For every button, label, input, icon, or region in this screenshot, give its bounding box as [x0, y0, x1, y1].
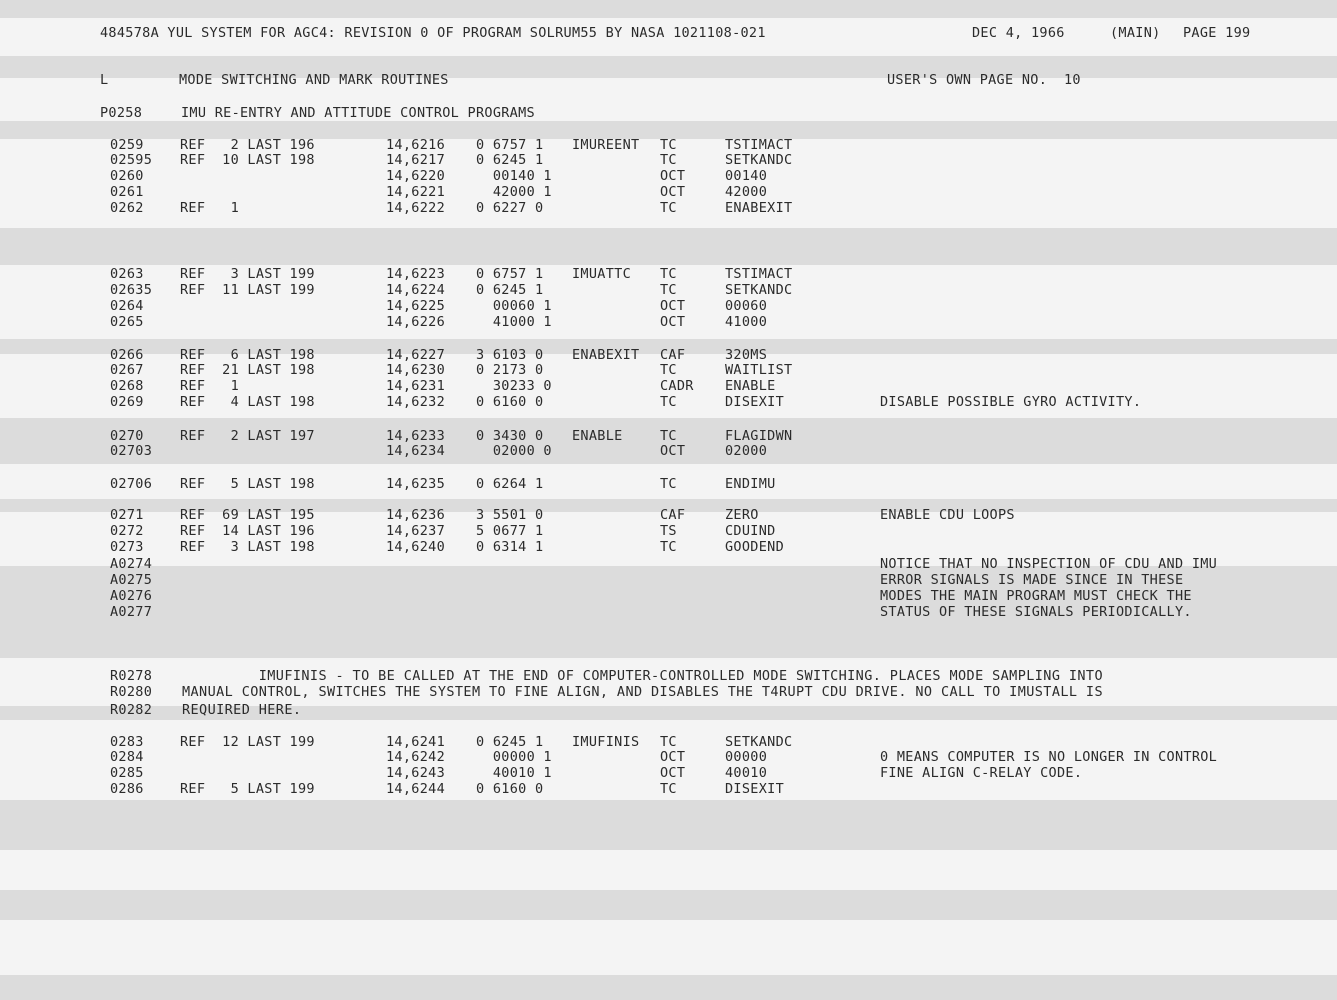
listing-label: IMUATTC: [572, 266, 631, 282]
listing-word: 02000 0: [476, 443, 552, 459]
listing-word: 41000 1: [476, 314, 552, 330]
listing-operand: 00000: [725, 749, 768, 765]
listing-op: TC: [660, 476, 677, 492]
listing-operand: SETKANDC: [725, 734, 793, 750]
listing-addr: 14,6230: [386, 362, 445, 378]
listing-label: ENABLE: [572, 428, 623, 444]
listing-seq: 0270: [110, 428, 144, 444]
listing-operand: 40010: [725, 765, 768, 781]
listing-operand: ENABEXIT: [725, 200, 793, 216]
listing-ref: REF 5 LAST 198: [180, 476, 315, 492]
listing-operand: SETKANDC: [725, 282, 793, 298]
listing-prose: IMUFINIS - TO BE CALLED AT THE END OF COMPUTER-CONTROLLED MODE SWITCHING. PLACES MODE SAMPLING INTO: [182, 668, 1103, 684]
listing-operand: TSTIMACT: [725, 137, 793, 153]
users-page-number: USER'S OWN PAGE NO. 10: [887, 72, 1081, 88]
listing-op: OCT: [660, 314, 686, 330]
listing-comment: STATUS OF THESE SIGNALS PERIODICALLY.: [880, 604, 1192, 620]
listing-op: OCT: [660, 765, 686, 781]
listing-operand: 02000: [725, 443, 768, 459]
listing-seq: 0266: [110, 347, 144, 363]
listing-addr: 14,6234: [386, 443, 445, 459]
listing-seq: 0273: [110, 539, 144, 555]
listing-seq: 0259: [110, 137, 144, 153]
listing-ref: REF 69 LAST 195: [180, 507, 315, 523]
listing-addr: 14,6233: [386, 428, 445, 444]
listing-seq: 0283: [110, 734, 144, 750]
listing-op: TS: [660, 523, 677, 539]
listing-ref: REF 10 LAST 198: [180, 152, 315, 168]
listing-addr: 14,6220: [386, 168, 445, 184]
listing-word: 0 6264 1: [476, 476, 544, 492]
listing-seq: A0277: [110, 604, 153, 620]
listing-ref: REF 12 LAST 199: [180, 734, 315, 750]
listing-op: TC: [660, 734, 677, 750]
listing-word: 00140 1: [476, 168, 552, 184]
listing-operand: DISEXIT: [725, 781, 784, 797]
listing-seq: A0274: [110, 556, 153, 572]
listing-ref: REF 3 LAST 199: [180, 266, 315, 282]
listing-ref: REF 5 LAST 199: [180, 781, 315, 797]
listing-word: 5 0677 1: [476, 523, 544, 539]
listing-comment: 0 MEANS COMPUTER IS NO LONGER IN CONTROL: [880, 749, 1218, 765]
listing-op: TC: [660, 428, 677, 444]
listing-operand: ENDIMU: [725, 476, 776, 492]
listing-addr: 14,6240: [386, 539, 445, 555]
listing-op: TC: [660, 137, 677, 153]
listing-word: 0 6245 1: [476, 734, 544, 750]
listing-addr: 14,6217: [386, 152, 445, 168]
listing-op: CAF: [660, 347, 686, 363]
listing-comment: ERROR SIGNALS IS MADE SINCE IN THESE: [880, 572, 1184, 588]
listing-word: 0 6314 1: [476, 539, 544, 555]
listing-word: 3 6103 0: [476, 347, 544, 363]
listing-seq: 0261: [110, 184, 144, 200]
listing-seq: 0265: [110, 314, 144, 330]
listing-word: 0 6757 1: [476, 266, 544, 282]
listing-addr: 14,6224: [386, 282, 445, 298]
listing-op: TC: [660, 539, 677, 555]
listing-op: TC: [660, 781, 677, 797]
listing-ref: REF 3 LAST 198: [180, 539, 315, 555]
listing-word: 00060 1: [476, 298, 552, 314]
listing-op: TC: [660, 282, 677, 298]
listing-seq: R0280: [110, 684, 153, 700]
listing-prose: MANUAL CONTROL, SWITCHES THE SYSTEM TO FINE ALIGN, AND DISABLES THE T4RUPT CDU DRIVE. NO CALL TO IMUSTALL IS: [182, 684, 1103, 700]
listing-addr: 14,6227: [386, 347, 445, 363]
listing-operand: 42000: [725, 184, 768, 200]
system-line: 484578A YUL SYSTEM FOR AGC4: REVISION 0 OF PROGRAM SOLRUM55 BY NASA 1021108-021: [100, 25, 766, 41]
listing-seq: 0267: [110, 362, 144, 378]
listing-comment: ENABLE CDU LOOPS: [880, 507, 1015, 523]
listing-operand: GOODEND: [725, 539, 784, 555]
listing-operand: ENABLE: [725, 378, 776, 394]
listing-seq: 0285: [110, 765, 144, 781]
program-title: IMU RE-ENTRY AND ATTITUDE CONTROL PROGRAMS: [181, 105, 535, 121]
listing-seq: 0263: [110, 266, 144, 282]
listing-op: TC: [660, 200, 677, 216]
listing-op: CADR: [660, 378, 694, 394]
listing-operand: ZERO: [725, 507, 759, 523]
listing-label: ENABEXIT: [572, 347, 640, 363]
listing-seq: 02635: [110, 282, 153, 298]
listing-word: 0 6245 1: [476, 152, 544, 168]
listing-operand: CDUIND: [725, 523, 776, 539]
listing-seq: 0260: [110, 168, 144, 184]
listing-addr: 14,6225: [386, 298, 445, 314]
listing-addr: 14,6232: [386, 394, 445, 410]
listing-addr: 14,6223: [386, 266, 445, 282]
listing-date: DEC 4, 1966: [972, 25, 1065, 41]
listing-seq: R0278: [110, 668, 153, 684]
listing-op: OCT: [660, 168, 686, 184]
listing-operand: FLAGIDWN: [725, 428, 793, 444]
listing-word: 0 3430 0: [476, 428, 544, 444]
listing-word: 0 6227 0: [476, 200, 544, 216]
listing-comment: NOTICE THAT NO INSPECTION OF CDU AND IMU: [880, 556, 1218, 572]
listing-operand: SETKANDC: [725, 152, 793, 168]
stripe-band: [0, 890, 1337, 920]
listing-addr: 14,6237: [386, 523, 445, 539]
listing-ref: REF 21 LAST 198: [180, 362, 315, 378]
listing-addr: 14,6241: [386, 734, 445, 750]
listing-operand: 00140: [725, 168, 768, 184]
listing-seq: 02706: [110, 476, 153, 492]
listing-word: 00000 1: [476, 749, 552, 765]
listing-addr: 14,6216: [386, 137, 445, 153]
listing-operand: 00060: [725, 298, 768, 314]
listing-op: TC: [660, 394, 677, 410]
listing-addr: 14,6221: [386, 184, 445, 200]
stripe-band: [0, 800, 1337, 850]
listing-operand: 41000: [725, 314, 768, 330]
stripe-band: [0, 228, 1337, 265]
listing-addr: 14,6242: [386, 749, 445, 765]
listing-ref: REF 2 LAST 197: [180, 428, 315, 444]
listing-ref: REF 6 LAST 198: [180, 347, 315, 363]
listing-ref: REF 1: [180, 378, 239, 394]
page-number: PAGE 199: [1183, 25, 1251, 41]
listing-addr: 14,6236: [386, 507, 445, 523]
listing-op: OCT: [660, 443, 686, 459]
listing-word: 0 6160 0: [476, 394, 544, 410]
section-name: (MAIN): [1110, 25, 1161, 41]
listing-op: OCT: [660, 184, 686, 200]
listing-word: 40010 1: [476, 765, 552, 781]
stripe-band: [0, 0, 1337, 18]
listing-addr: 14,6231: [386, 378, 445, 394]
listing-ref: REF 4 LAST 198: [180, 394, 315, 410]
listing-word: 0 2173 0: [476, 362, 544, 378]
listing-addr: 14,6226: [386, 314, 445, 330]
listing-comment: FINE ALIGN C-RELAY CODE.: [880, 765, 1083, 781]
listing-word: 0 6245 1: [476, 282, 544, 298]
subheader-code: L: [100, 72, 109, 88]
listing-prose: REQUIRED HERE.: [182, 702, 302, 718]
listing-operand: 320MS: [725, 347, 768, 363]
listing-operand: DISEXIT: [725, 394, 784, 410]
listing-seq: A0276: [110, 588, 153, 604]
listing-operand: WAITLIST: [725, 362, 793, 378]
listing-word: 30233 0: [476, 378, 552, 394]
listing-op: TC: [660, 266, 677, 282]
listing-word: 42000 1: [476, 184, 552, 200]
listing-operand: TSTIMACT: [725, 266, 793, 282]
listing-label: IMUFINIS: [572, 734, 640, 750]
listing-comment: MODES THE MAIN PROGRAM MUST CHECK THE: [880, 588, 1192, 604]
listing-ref: REF 11 LAST 199: [180, 282, 315, 298]
listing-op: OCT: [660, 749, 686, 765]
listing-ref: REF 14 LAST 196: [180, 523, 315, 539]
listing-seq: 0286: [110, 781, 144, 797]
stripe-band: [0, 975, 1337, 1000]
listing-seq: 0268: [110, 378, 144, 394]
listing-seq: 0269: [110, 394, 144, 410]
listing-addr: 14,6244: [386, 781, 445, 797]
listing-op: TC: [660, 362, 677, 378]
subheader-title: MODE SWITCHING AND MARK ROUTINES: [179, 72, 449, 88]
listing-seq: 0264: [110, 298, 144, 314]
listing-word: 0 6160 0: [476, 781, 544, 797]
listing-addr: 14,6243: [386, 765, 445, 781]
listing-seq: 0284: [110, 749, 144, 765]
program-code: P0258: [100, 105, 143, 121]
listing-addr: 14,6222: [386, 200, 445, 216]
listing-op: CAF: [660, 507, 686, 523]
listing-ref: REF 2 LAST 196: [180, 137, 315, 153]
listing-ref: REF 1: [180, 200, 239, 216]
listing-op: TC: [660, 152, 677, 168]
listing-seq: 02595: [110, 152, 153, 168]
listing-word: 3 5501 0: [476, 507, 544, 523]
listing-seq: 0272: [110, 523, 144, 539]
listing-addr: 14,6235: [386, 476, 445, 492]
listing-seq: 0262: [110, 200, 144, 216]
listing-label: IMUREENT: [572, 137, 640, 153]
listing-seq: R0282: [110, 702, 153, 718]
listing-seq: 02703: [110, 443, 153, 459]
listing-op: OCT: [660, 298, 686, 314]
listing-seq: A0275: [110, 572, 153, 588]
listing-word: 0 6757 1: [476, 137, 544, 153]
listing-comment: DISABLE POSSIBLE GYRO ACTIVITY.: [880, 394, 1142, 410]
listing-seq: 0271: [110, 507, 144, 523]
